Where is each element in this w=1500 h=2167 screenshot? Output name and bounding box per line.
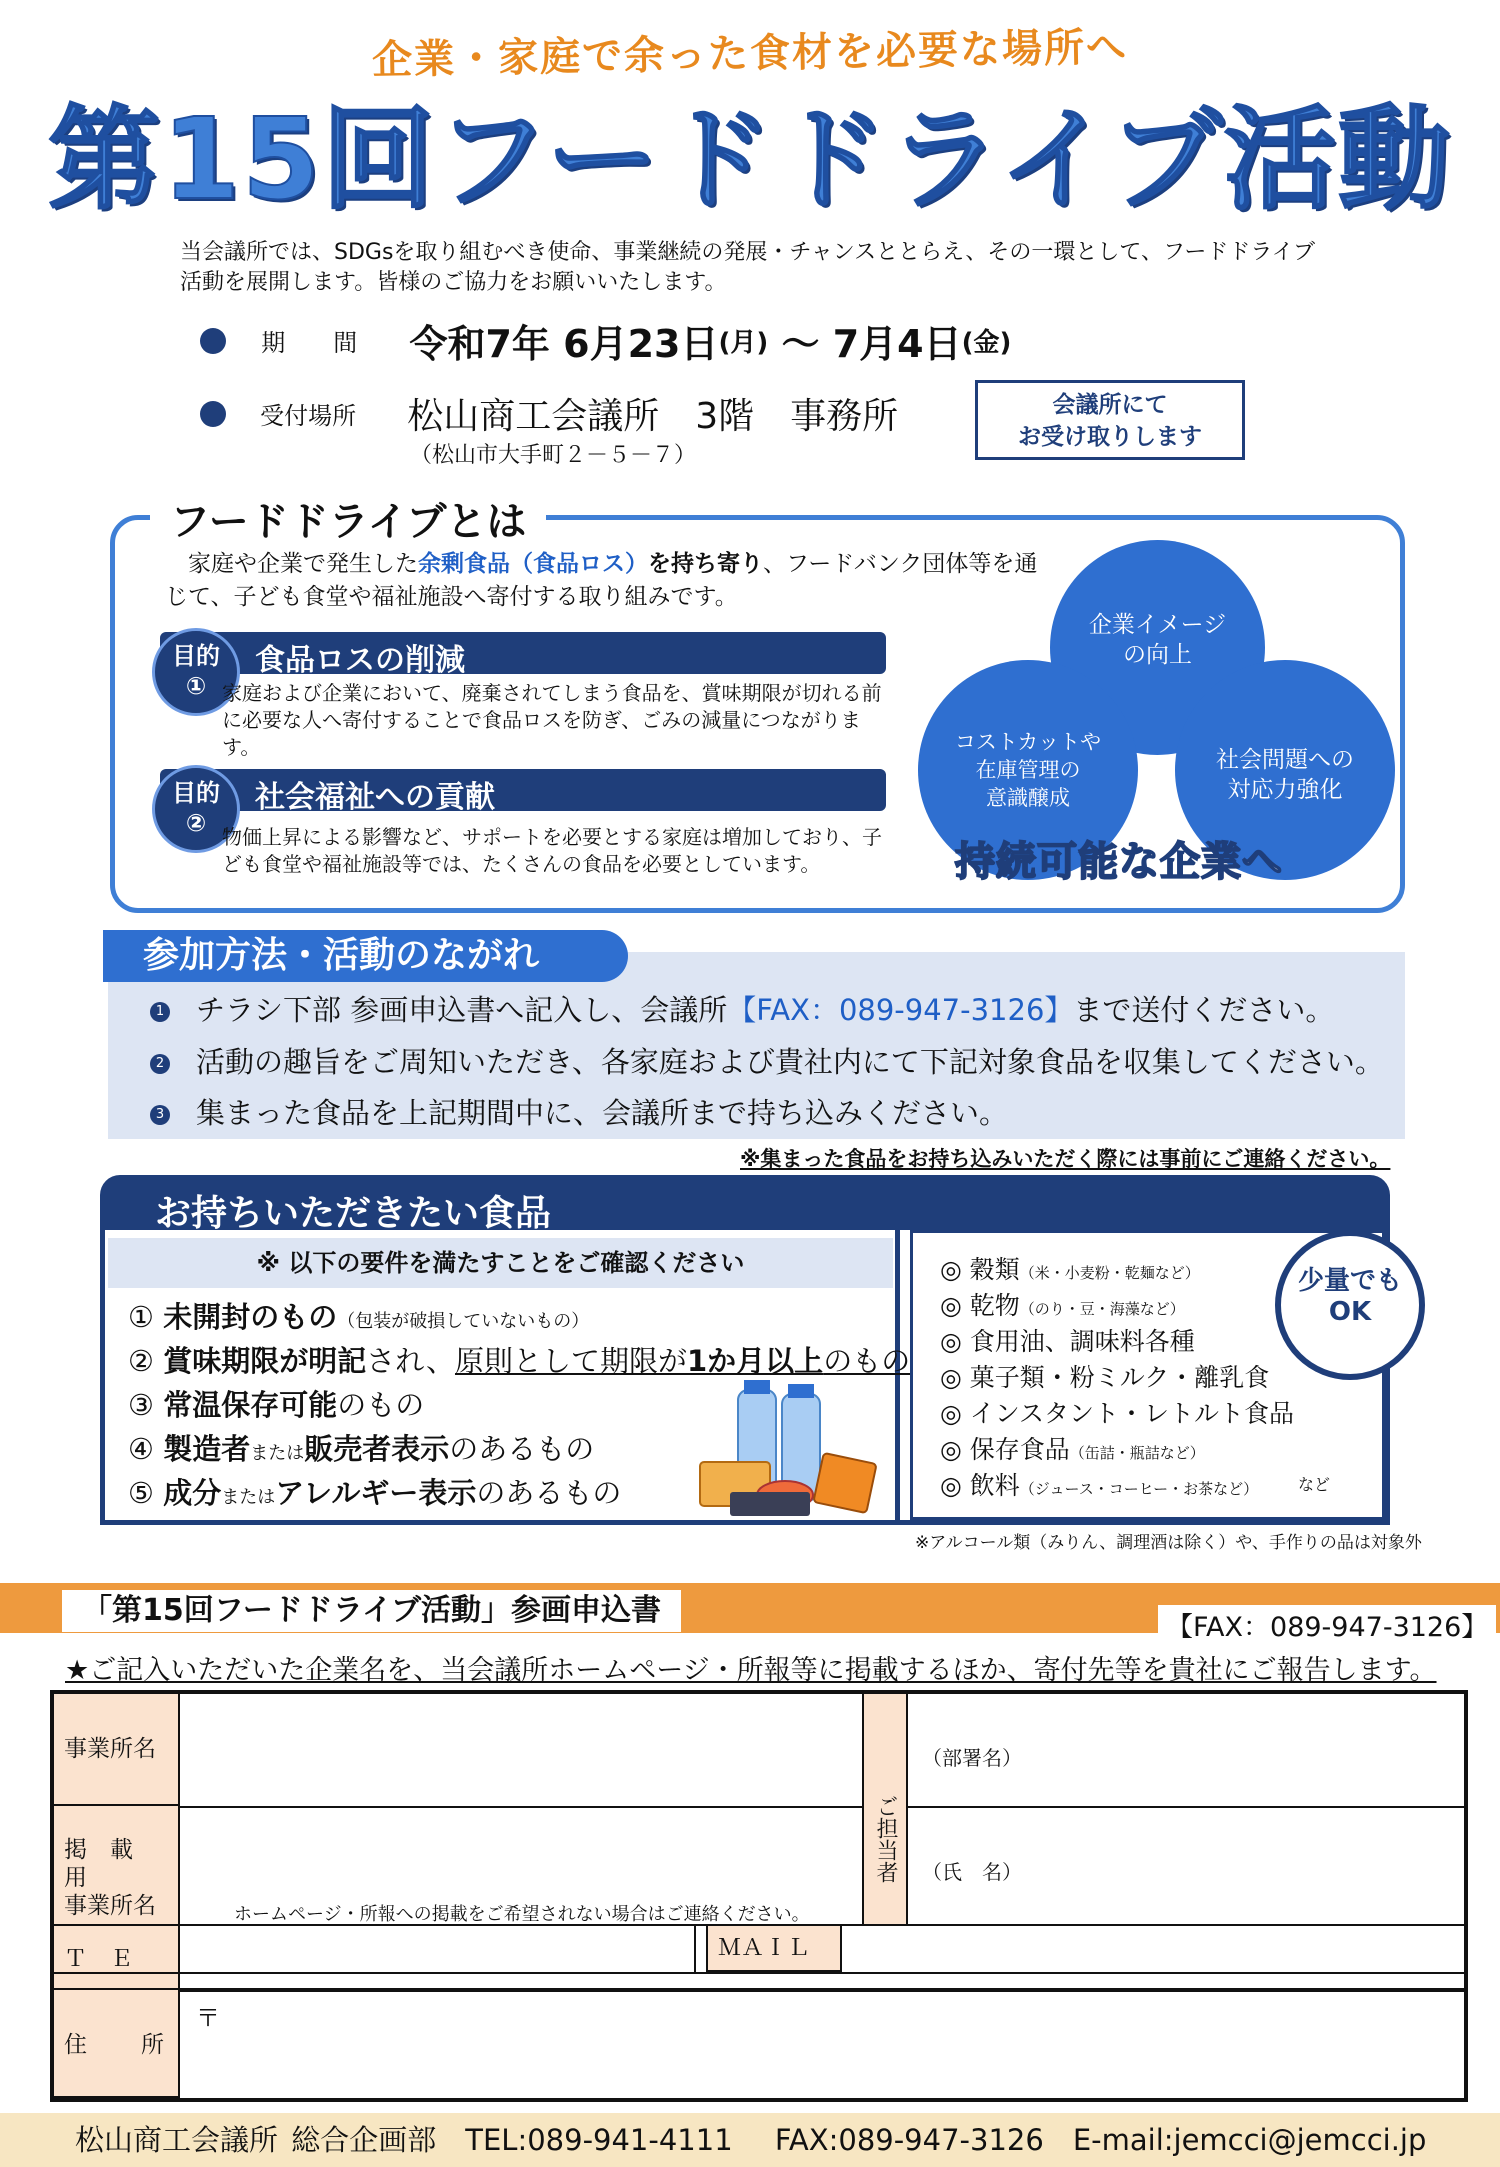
req-1 — [128, 1295, 589, 1336]
form-line — [694, 1924, 696, 1972]
purpose1-tag-text: 目的 — [172, 642, 220, 670]
bullet-icon — [200, 328, 226, 354]
req-4-b: または — [250, 1443, 305, 1464]
sustain-label: 持続可能な企業へ — [955, 839, 1283, 885]
req-2 — [128, 1339, 910, 1380]
req-3-b: のもの — [337, 1388, 425, 1422]
label-address — [52, 1988, 180, 2098]
period-row — [200, 313, 1011, 368]
food-illustration-icon — [690, 1380, 890, 1520]
food-drive-heading: フードドライブとは — [150, 490, 546, 547]
step-1-num: 1 — [150, 1002, 170, 1022]
req-5-b: または — [221, 1487, 276, 1508]
footer-tel: TEL:089-941-4111 — [465, 2123, 733, 2157]
pub-office-name-input[interactable] — [184, 1810, 859, 1898]
office-name-input[interactable] — [184, 1696, 859, 1804]
purpose1-title: 食品ロスの削減 — [255, 643, 465, 678]
desc-bold: を持ち寄り — [648, 551, 763, 577]
label-contact: ご担当者 — [862, 1692, 908, 1926]
req-5-a: 成分 — [163, 1476, 222, 1510]
req-4 — [128, 1427, 594, 1468]
food-item-main: ◎ 飲料 — [940, 1471, 1020, 1500]
address-input[interactable] — [184, 2030, 1464, 2094]
circle-top-line1: 企業イメージ — [1088, 612, 1227, 638]
step-2-text: 活動の趣旨をご周知いただき、各家庭および貴社内にて下記対象食品を収集してください。 — [196, 1045, 1384, 1079]
form-line — [908, 1806, 1468, 1808]
small-ok-bubble — [1275, 1230, 1425, 1380]
req-5 — [128, 1471, 621, 1512]
step-1 — [150, 988, 1334, 1029]
participation-heading: 参加方法・活動のながれ — [103, 930, 628, 982]
period-label: 期 間 — [261, 329, 358, 357]
req-2-c: 原則として期限が — [454, 1344, 687, 1378]
main-title: 第15回フードドライブ活動 — [48, 95, 1452, 225]
desc-post: 、フードバンク団体等を通じて、子ども食堂や福祉施設へ寄付する取り組みです。 — [165, 551, 1038, 610]
food-item-main: ◎ 菓子類・粉ミルク・離乳食 — [940, 1363, 1270, 1392]
alcohol-note: ※アルコール類（みりん、調理酒は除く）や、手作りの品は対象外 — [915, 1533, 1422, 1553]
purpose2-tag-text: 目的 — [172, 779, 220, 807]
circle-left-line3: 意識醸成 — [986, 786, 1070, 810]
name-label: （氏 名） — [922, 1860, 1022, 1884]
req-2-num: ② — [128, 1344, 154, 1378]
circle-left-line1: コストカットや — [954, 730, 1102, 754]
req-2-b: され、 — [366, 1344, 455, 1378]
bubble-line1: 少量でも — [1297, 1266, 1402, 1296]
purpose2-title: 社会福祉への貢献 — [255, 780, 495, 815]
desc-pre: 家庭や企業で発生した — [188, 551, 418, 577]
venue-label: 受付場所 — [260, 402, 357, 430]
req-4-d: のあるもの — [449, 1432, 595, 1466]
pickup-box — [975, 380, 1245, 460]
pub-note: ホームページ・所報への掲載をご希望されない場合はご連絡ください。 — [234, 1904, 810, 1925]
circle-left-line2: 在庫管理の — [975, 758, 1081, 782]
step-3-num: 3 — [150, 1105, 170, 1125]
participation-note: ※集まった食品をお持ち込みいただく際には事前にご連絡ください。 — [740, 1147, 1391, 1171]
venue-row — [200, 388, 898, 439]
bubble-line2: OK — [1328, 1297, 1372, 1327]
purpose2-bar — [160, 769, 886, 837]
period-end: 7月4日 — [832, 322, 962, 366]
req-1-main: 未開封のもの — [163, 1300, 338, 1334]
items-heading: お持ちいただきたい食品 — [155, 1193, 552, 1234]
req-3 — [128, 1383, 424, 1424]
food-item — [940, 1250, 1200, 1286]
label-mail: ＭＡＩＬ — [706, 1924, 842, 1972]
period-tilde: ～ — [768, 322, 833, 366]
req-5-num: ⑤ — [128, 1476, 154, 1510]
contact-name-input[interactable] — [912, 1884, 1464, 1922]
req-1-small: （包装が破損していないもの） — [337, 1311, 590, 1332]
mail-input[interactable] — [846, 1928, 1464, 1970]
food-item — [940, 1430, 1205, 1466]
food-item-small: （缶詰・瓶詰など） — [1069, 1444, 1205, 1462]
intro-text: 当会議所では、SDGsを取り組むべき使命、事業継続の発展・チャンスととらえ、その一環として、フードドライブ活動を展開します。皆様のご協力をお願いいたします。 — [180, 240, 1315, 295]
step-1-fax: 【FAX：089-947-3126】 — [727, 993, 1074, 1027]
address-row — [50, 1990, 1468, 2102]
req-3-num: ③ — [128, 1388, 154, 1422]
period-start-day: (月) — [718, 328, 769, 358]
postal-mark: 〒 — [196, 2004, 220, 2032]
desc-blue: 余剰食品（食品ロス） — [418, 551, 648, 577]
food-item-main: ◎ インスタント・レトルト食品 — [940, 1399, 1295, 1428]
req-5-d: のあるもの — [476, 1476, 622, 1510]
food-item-main: ◎ 食用油、調味料各種 — [940, 1327, 1195, 1356]
label-address-1: 住 — [64, 2032, 87, 2058]
food-item — [940, 1466, 1258, 1502]
req-2-a: 賞味期限が明記 — [163, 1344, 367, 1378]
pickup-line1: 会議所にて — [1052, 392, 1168, 418]
circle-top-line2: の向上 — [1123, 642, 1192, 668]
food-item-small: （米・小麦粉・乾麺など） — [1019, 1264, 1200, 1282]
food-item — [940, 1322, 1195, 1358]
pickup-line2: お受け取りします — [1018, 424, 1202, 450]
food-etc: など — [1298, 1475, 1331, 1494]
step-2 — [150, 1040, 1384, 1081]
req-2-e: のもの — [823, 1344, 911, 1378]
req-4-num: ④ — [128, 1432, 154, 1466]
label-office: 事業所名 — [52, 1692, 180, 1806]
period-end-day: (金) — [961, 328, 1012, 358]
form-line — [54, 1972, 1468, 1974]
req-5-c: アレルギー表示 — [275, 1476, 477, 1510]
form-title: 「第15回フードドライブ活動」参画申込書 — [62, 1590, 681, 1632]
food-item-main: ◎ 穀類 — [940, 1255, 1020, 1284]
food-item-small: （ジュース・コーヒー・お茶など） — [1019, 1480, 1259, 1498]
step-3-text: 集まった食品を上記期間中に、会議所まで持ち込みください。 — [196, 1096, 1009, 1130]
tel-input[interactable] — [184, 1928, 690, 1970]
food-item — [940, 1358, 1269, 1394]
food-drive-desc — [165, 548, 1045, 614]
step-1-post: まで送付ください。 — [1073, 993, 1335, 1027]
form-note: ★ご記入いただいた企業名を、当会議所ホームページ・所報等に掲載するほか、寄付先等を貴社にご報告します。 — [65, 1655, 1437, 1686]
req-4-c: 販売者表示 — [304, 1432, 450, 1466]
req-1-num: ① — [128, 1300, 154, 1334]
venue-value: 松山商工会議所 3階 事務所 — [407, 396, 899, 437]
dept-label: （部署名） — [922, 1746, 1022, 1770]
dept-input[interactable] — [912, 1770, 1464, 1804]
label-pub — [52, 1804, 180, 1926]
purpose1-text: 家庭および企業において、廃棄されてしまう食品を、賞味期限が切れる前に必要な人へ寄付することで食品ロスを防ぎ、ごみの減量につながります。 — [222, 681, 882, 759]
form-line — [180, 1806, 862, 1808]
footer-org: 松山商工会議所 総合企画部 — [75, 2123, 437, 2157]
circle-right-line1: 社会問題への — [1216, 747, 1354, 773]
purpose2-text: 物価上昇による影響など、サポートを必要とする家庭は増加しており、子ども食堂や福祉施設等では、たくさんの食品を必要としています。 — [222, 825, 882, 876]
food-item-main: ◎ 乾物 — [940, 1291, 1020, 1320]
req-4-a: 製造者 — [163, 1432, 251, 1466]
step-1-text: チラシ下部 参画申込書へ記入し、会議所 — [196, 993, 728, 1027]
application-form — [50, 1690, 1468, 1992]
footer-fax: FAX:089-947-3126 — [774, 2123, 1044, 2157]
footer-email[interactable]: E-mail:jemcci@jemcci.jp — [1072, 2123, 1427, 2157]
requirements-header: ※ 以下の要件を満たすことをご確認ください — [108, 1238, 893, 1288]
purpose1-bar — [160, 632, 886, 700]
step-2-num: 2 — [150, 1054, 170, 1074]
label-tel: Ｔ Ｅ — [52, 1924, 180, 1994]
label-address-2: 所 — [141, 2032, 164, 2058]
food-item — [940, 1394, 1294, 1430]
venue-address: （松山市大手町２－５－７） — [410, 443, 697, 468]
purpose2-num: ② — [185, 809, 207, 837]
food-item — [940, 1286, 1185, 1322]
circle-right-line2: 対応力強化 — [1227, 777, 1343, 803]
form-fax: 【FAX：089-947-3126】 — [1158, 1605, 1496, 1644]
purpose1-num: ① — [185, 672, 207, 700]
step-3 — [150, 1091, 1008, 1132]
label-pub-line1: 掲 載 用 — [64, 1837, 156, 1891]
req-2-d: 1か月以上 — [687, 1344, 824, 1378]
req-3-a: 常温保存可能 — [163, 1388, 338, 1422]
food-item-main: ◎ 保存食品 — [940, 1435, 1070, 1464]
label-pub-line2: 事業所名 — [64, 1893, 156, 1919]
food-item-small: （のり・豆・海藻など） — [1019, 1300, 1185, 1318]
bullet-icon — [200, 401, 226, 427]
footer — [0, 2113, 1500, 2167]
subtitle: 企業・家庭で余った食材を必要な場所へ — [371, 24, 1129, 84]
period-start: 令和7年 6月23日 — [409, 322, 719, 366]
